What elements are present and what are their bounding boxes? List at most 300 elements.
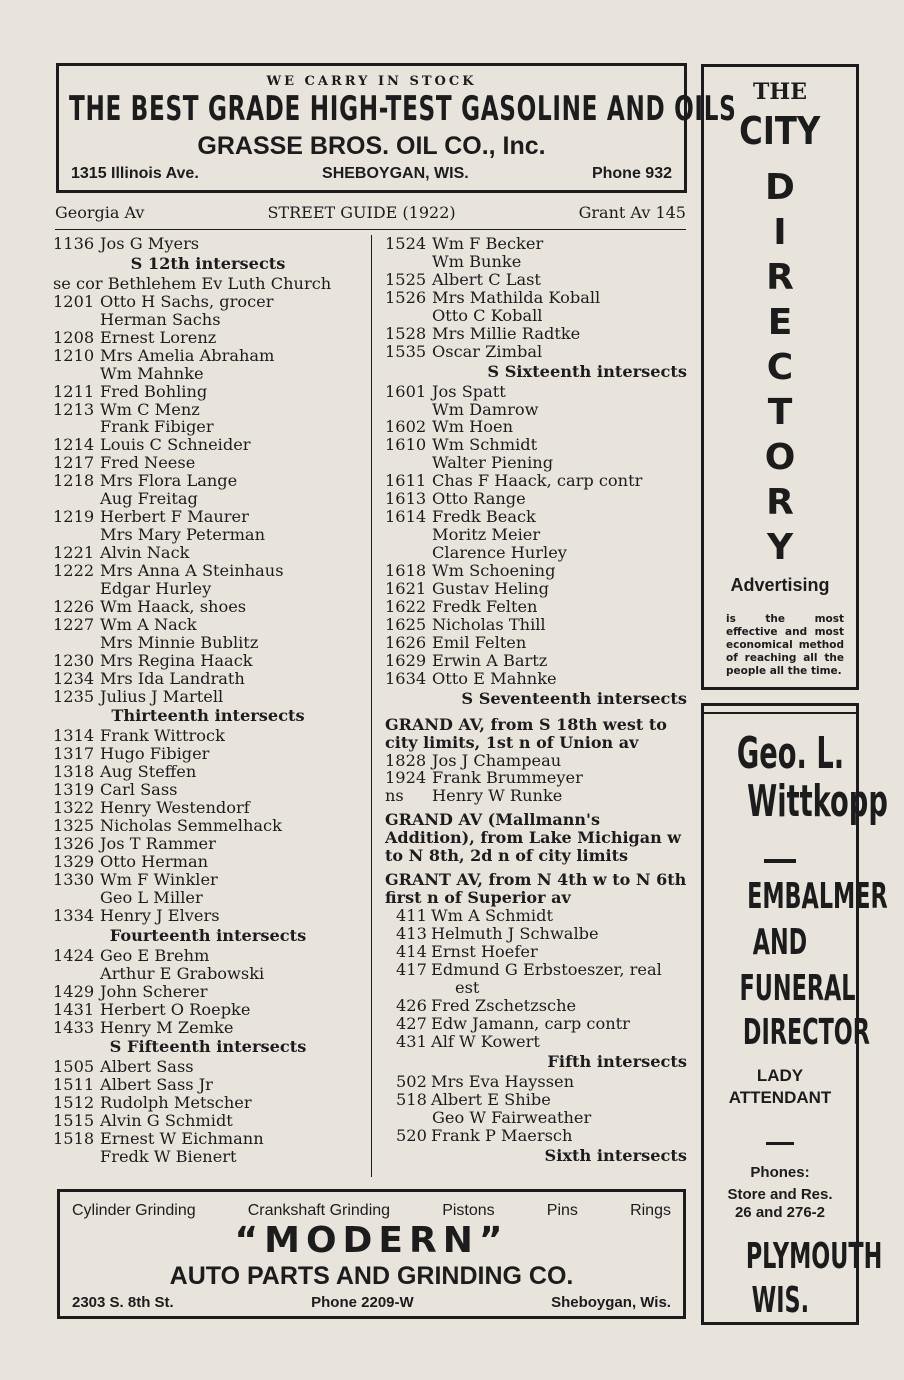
resident-name: Rudolph Metscher — [100, 1093, 252, 1113]
wis-text: WIS. — [751, 1280, 809, 1321]
house-number: 426 — [396, 996, 427, 1015]
house-number: 1524 — [385, 234, 427, 253]
resident-name: Mrs Ida Landrath — [100, 668, 245, 688]
house-number: 1431 — [53, 999, 95, 1019]
advertising-label: Advertising — [730, 575, 830, 595]
house-number: 1317 — [53, 744, 95, 764]
directory-letter: R — [766, 482, 794, 523]
directory-entry — [385, 925, 687, 943]
house-number: 1424 — [53, 945, 95, 965]
resident-name: Emil Felten — [432, 632, 527, 652]
director-text: DIRECTOR — [742, 1012, 870, 1053]
directory-entry — [53, 652, 363, 670]
contact-row — [72, 1294, 671, 1311]
resident-name: John Scherer — [100, 981, 208, 1001]
directory-entry — [385, 289, 687, 307]
house-number: 1525 — [385, 269, 427, 289]
house-number: 1210 — [53, 345, 95, 365]
directory-entry — [53, 508, 363, 526]
directory-entry — [385, 526, 687, 544]
resident-name: Geo L Miller — [100, 887, 203, 907]
house-number: 1535 — [385, 341, 427, 361]
resident-name: Mrs Anna A Steinhaus — [100, 560, 284, 580]
directory-entry — [385, 1127, 687, 1145]
resident-name: Mrs Amelia Abraham — [100, 345, 275, 365]
phones-label: Phones: — [750, 1164, 810, 1181]
directory-entry — [385, 343, 687, 361]
resident-name: Wm Schoening — [432, 560, 556, 580]
resident-name: Clarence Hurley — [432, 543, 567, 562]
directory-entry — [53, 544, 363, 562]
house-number: 1314 — [53, 726, 95, 746]
resident-name: Mrs Eva Hayssen — [431, 1071, 575, 1091]
resident-name: Alvin Nack — [100, 543, 190, 562]
directory-entry — [385, 472, 687, 490]
resident-name: Nicholas Thill — [432, 614, 546, 634]
resident-name: Wm Damrow — [432, 399, 539, 419]
resident-name: Frank Fibiger — [100, 417, 214, 437]
resident-name: Henry J Elvers — [100, 905, 220, 925]
directory-entry — [385, 1015, 687, 1033]
intersection-heading: Thirteenth intersects — [111, 706, 305, 726]
directory-entry — [53, 275, 363, 293]
directory-entry — [53, 365, 363, 383]
header-right: Grant Av 145 — [578, 203, 686, 222]
house-number: 1924 — [385, 768, 427, 788]
resident-name: Wm Mahnke — [100, 363, 204, 383]
house-number: 520 — [396, 1125, 427, 1145]
resident-name: Wm Schmidt — [432, 435, 538, 455]
resident-name: Ernest W Eichmann — [100, 1129, 264, 1149]
intersection-heading: Fifth intersects — [547, 1051, 687, 1071]
resident-name: Jos G Myers — [100, 234, 200, 253]
ad-inner-rule — [704, 712, 856, 714]
directory-letter: I — [773, 212, 787, 253]
service-item: Rings — [630, 1202, 671, 1219]
resident-name: Wm F Winkler — [100, 869, 218, 889]
house-number: 417 — [396, 960, 427, 980]
house-number: 1329 — [53, 852, 95, 871]
house-number: 1505 — [53, 1057, 95, 1077]
resident-name: Otto C Koball — [432, 305, 543, 325]
resident-name: Wm A Schmidt — [431, 906, 553, 926]
intersection-heading: Sixth intersects — [544, 1145, 687, 1165]
directory-entry — [385, 401, 687, 419]
intersection-heading: S Sixteenth intersects — [487, 361, 687, 381]
service-item: Cylinder Grinding — [72, 1202, 196, 1219]
house-number: 1518 — [53, 1129, 95, 1149]
left-column — [53, 235, 363, 1166]
intersection-heading: S Fifteenth intersects — [109, 1037, 307, 1057]
house-number: 1330 — [53, 869, 95, 889]
services-row — [72, 1202, 671, 1220]
house-number: 1613 — [385, 489, 427, 509]
resident-name: Albert E Shibe — [431, 1089, 551, 1109]
directory-entry — [385, 562, 687, 580]
phones-text: Store and Res. — [727, 1186, 833, 1203]
house-number: 414 — [396, 942, 427, 962]
resident-name: Otto H Sachs, grocer — [100, 291, 274, 311]
funeral-text: FUNERAL — [739, 968, 856, 1009]
directory-entry — [53, 835, 363, 853]
resident-name: Helmuth J Schwalbe — [431, 924, 599, 944]
resident-name: Henry Westendorf — [100, 798, 250, 818]
house-number: 1602 — [385, 417, 427, 437]
resident-name: Fredk W Bienert — [100, 1147, 237, 1167]
house-number: 1211 — [53, 381, 95, 401]
house-number: 1235 — [53, 686, 95, 706]
directory-entry — [53, 526, 363, 544]
house-number: 1828 — [385, 750, 427, 770]
ad-city: SHEBOYGAN, WIS. — [322, 165, 469, 182]
house-number: 1318 — [53, 762, 95, 782]
directory-entry — [385, 769, 687, 787]
directory-letter: O — [764, 437, 796, 478]
house-number: 1136 — [53, 234, 95, 253]
resident-name: Julius J Martell — [100, 686, 224, 706]
house-number: 518 — [396, 1089, 427, 1109]
header-title: STREET GUIDE (1922) — [267, 203, 456, 222]
house-number: 1611 — [385, 471, 427, 491]
directory-entry — [385, 235, 687, 253]
wittkopp-last-name: Wittkopp — [747, 776, 888, 827]
directory-entry — [385, 383, 687, 401]
house-number: 1230 — [53, 650, 95, 670]
city-ad-the: THE — [753, 79, 807, 105]
directory-entry — [53, 983, 363, 1001]
directory-entry — [53, 817, 363, 835]
directory-entry — [385, 325, 687, 343]
directory-entry — [53, 436, 363, 454]
house-number: 1512 — [53, 1093, 95, 1113]
directory-entry — [385, 943, 687, 961]
house-number: 1618 — [385, 560, 427, 580]
directory-entry — [385, 490, 687, 508]
directory-entry — [385, 616, 687, 634]
page-header — [55, 203, 686, 222]
house-number: 1526 — [385, 287, 427, 307]
directory-entry — [53, 907, 363, 925]
house-number: 1222 — [53, 560, 95, 580]
resident-name: Oscar Zimbal — [432, 341, 543, 361]
ad-tagline: WE CARRY IN STOCK — [266, 74, 477, 89]
directory-entry — [385, 997, 687, 1015]
resident-name: Jos T Rammer — [100, 834, 216, 854]
ad-contact-row — [71, 165, 672, 183]
divider-dash — [704, 848, 856, 867]
house-number: 1621 — [385, 578, 427, 598]
resident-name: Geo W Fairweather — [432, 1107, 592, 1127]
resident-name: Herbert F Maurer — [100, 507, 249, 527]
street-section-heading: GRAND AV (Mallmann's Addition), from Lake Michigan w to N 8th, 2d n of city limits — [385, 810, 682, 866]
house-number: 1629 — [385, 650, 427, 670]
house-number: 1219 — [53, 507, 95, 527]
directory-entry — [385, 1033, 687, 1051]
intersection-heading: Fourteenth intersects — [109, 925, 307, 945]
house-number: 1208 — [53, 327, 95, 347]
directory-entry — [53, 688, 363, 706]
directory-entry — [385, 787, 687, 805]
divider-dash — [704, 1130, 856, 1149]
company-address: 2303 S. 8th St. — [72, 1294, 174, 1311]
resident-name: Erwin A Bartz — [432, 650, 548, 670]
directory-entry — [385, 1073, 687, 1091]
directory-entry — [53, 293, 363, 311]
directory-entry — [385, 670, 687, 688]
directory-entry — [53, 1094, 363, 1112]
intersection-heading: S Seventeenth intersects — [461, 688, 687, 708]
directory-entry — [385, 961, 687, 979]
directory-entry — [53, 670, 363, 688]
directory-entry — [385, 508, 687, 526]
ad-phone: Phone 932 — [591, 165, 672, 182]
resident-name: Henry M Zemke — [100, 1017, 234, 1037]
service-item: Pins — [546, 1202, 578, 1219]
house-number: 502 — [396, 1071, 427, 1091]
resident-name: Fred Bohling — [100, 381, 208, 401]
resident-name: Nicholas Semmelhack — [100, 816, 282, 836]
house-number: 1625 — [385, 614, 427, 634]
directory-entry — [53, 383, 363, 401]
ad-headline: THE BEST GRADE HIGH-TEST GASOLINE AND OILS — [69, 89, 737, 129]
directory-entry — [53, 418, 363, 436]
resident-name: Fredk Felten — [432, 596, 538, 616]
resident-name: Mrs Millie Radtke — [432, 323, 581, 343]
directory-entry — [53, 853, 363, 871]
directory-letter: T — [767, 392, 793, 433]
directory-entry — [53, 965, 363, 983]
house-number: 1201 — [53, 291, 95, 311]
directory-entry — [53, 616, 363, 634]
resident-name: Otto E Mahnke — [432, 668, 557, 688]
house-number: 1214 — [53, 435, 95, 455]
directory-entry — [53, 1058, 363, 1076]
resident-name: Mrs Mary Peterman — [100, 525, 266, 545]
city-directory-advertisement — [701, 64, 859, 690]
resident-name: Jos J Champeau — [432, 750, 562, 770]
house-number: 1334 — [53, 905, 95, 925]
directory-entry — [53, 347, 363, 365]
directory-entry — [53, 1001, 363, 1019]
resident-name: Fredk Beack — [432, 507, 536, 527]
brand-name: “MODERN” — [234, 1220, 509, 1261]
directory-letter: C — [766, 347, 794, 388]
directory-entry — [53, 947, 363, 965]
street-section-heading: GRAND AV, from S 18th west to city limits, 1st n of Union av — [385, 714, 667, 752]
company-phone: Phone 2209-W — [311, 1294, 414, 1311]
house-number: 1511 — [53, 1075, 95, 1095]
house-number: 1528 — [385, 323, 427, 343]
resident-name: Albert Sass Jr — [100, 1075, 213, 1095]
resident-name: Herbert O Roepke — [100, 999, 251, 1019]
directory-entry — [53, 329, 363, 347]
directory-entry — [53, 1148, 363, 1166]
house-number: 1325 — [53, 816, 95, 836]
directory-entry — [385, 436, 687, 454]
directory-entry — [385, 307, 687, 325]
resident-name: Walter Piening — [432, 453, 554, 473]
house-number: 1221 — [53, 543, 95, 562]
house-number: 1322 — [53, 798, 95, 818]
intersection-heading: S 12th intersects — [130, 253, 286, 273]
directory-entry — [53, 598, 363, 616]
house-number: 1234 — [53, 668, 95, 688]
house-number: 1213 — [53, 399, 95, 419]
wittkopp-first-name: Geo. L. — [736, 728, 845, 779]
resident-name: Carl Sass — [100, 780, 178, 800]
directory-entry — [53, 889, 363, 907]
house-number: 1601 — [385, 381, 427, 401]
plymouth-text: PLYMOUTH — [745, 1236, 883, 1277]
attendant-text: ATTENDANT — [728, 1088, 832, 1107]
advertising-slogan: is the most effective and most economical method of reaching all the people all the time. — [726, 613, 844, 677]
column-divider — [371, 235, 372, 1177]
directory-entry — [53, 1076, 363, 1094]
right-column — [385, 235, 687, 1167]
directory-entry — [53, 1130, 363, 1148]
resident-name: Aug Steffen — [100, 762, 197, 782]
directory-entry — [385, 652, 687, 670]
house-number: 1515 — [53, 1111, 95, 1131]
resident-name: Albert C Last — [432, 269, 541, 289]
house-number: ns — [385, 786, 404, 806]
directory-entry — [53, 235, 363, 253]
directory-letter: R — [766, 257, 794, 298]
directory-entry — [385, 418, 687, 436]
directory-entry — [53, 401, 363, 419]
resident-name: Wm A Nack — [100, 614, 197, 634]
resident-name: Frank Brummeyer — [432, 768, 583, 788]
directory-entry — [53, 562, 363, 580]
directory-entry — [385, 598, 687, 616]
resident-name: Herman Sachs — [100, 309, 221, 329]
directory-entry — [53, 311, 363, 329]
resident-name: Henry W Runke — [432, 786, 563, 806]
resident-name: Alf W Kowert — [431, 1031, 540, 1051]
ad-address: 1315 Illinois Ave. — [71, 165, 199, 182]
directory-entry — [53, 1019, 363, 1037]
directory-entry — [385, 907, 687, 925]
resident-name: Ernst Hoefer — [431, 942, 538, 962]
resident-name: Aug Freitag — [100, 489, 198, 509]
street-section-heading: GRANT AV, from N 4th w to N 6th first n of Superior av — [385, 870, 687, 908]
resident-name: Mrs Flora Lange — [100, 471, 238, 491]
company-city: Sheboygan, Wis. — [551, 1294, 671, 1311]
auto-parts-advertisement — [57, 1189, 686, 1319]
company-name: AUTO PARTS AND GRINDING CO. — [169, 1262, 574, 1290]
house-number: 413 — [396, 924, 427, 944]
service-item: Crankshaft Grinding — [247, 1202, 391, 1219]
house-number: 1634 — [385, 668, 427, 688]
city-ad-city: CITY — [739, 109, 821, 153]
header-rule — [55, 229, 686, 230]
funeral-director-advertisement — [701, 703, 888, 1325]
resident-name: Louis C Schneider — [100, 435, 251, 455]
directory-entry — [53, 454, 363, 472]
resident-name: Frank P Maersch — [431, 1125, 573, 1145]
gasoline-oil-advertisement — [56, 63, 737, 193]
resident-name: Frank Wittrock — [100, 726, 225, 746]
resident-name: Geo E Brehm — [100, 945, 210, 965]
resident-name: est — [455, 978, 480, 998]
resident-name: Wm Haack, shoes — [100, 596, 247, 616]
house-number: 1226 — [53, 596, 95, 616]
house-number: 1429 — [53, 981, 95, 1001]
directory-entry — [385, 634, 687, 652]
house-number: 1218 — [53, 471, 95, 491]
directory-letter: E — [767, 302, 793, 343]
header-left: Georgia Av — [55, 203, 145, 222]
directory-entry — [53, 781, 363, 799]
resident-name: Moritz Meier — [432, 525, 541, 545]
directory-entry — [53, 580, 363, 598]
directory-entry — [385, 979, 687, 997]
resident-name: Otto Range — [432, 489, 526, 509]
resident-name: Wm F Becker — [432, 234, 544, 253]
directory-entry — [53, 634, 363, 652]
resident-name: Fred Zschetzsche — [431, 996, 577, 1015]
house-number: 1326 — [53, 834, 95, 854]
house-number: 1217 — [53, 453, 95, 473]
directory-entry — [385, 1109, 687, 1127]
resident-name: Albert Sass — [100, 1057, 194, 1077]
directory-entry — [53, 799, 363, 817]
directory-letters — [704, 165, 856, 570]
lady-text: LADY — [756, 1066, 804, 1085]
resident-name: Arthur E Grabowski — [100, 963, 265, 983]
directory-entry — [385, 752, 687, 770]
resident-name: Alvin G Schmidt — [100, 1111, 233, 1131]
directory-entry — [53, 727, 363, 745]
directory-entry — [53, 763, 363, 781]
resident-name: Edgar Hurley — [100, 578, 212, 598]
house-number: 1614 — [385, 507, 427, 527]
directory-entry — [53, 472, 363, 490]
resident-name: Wm C Menz — [100, 399, 200, 419]
resident-name: se cor Bethlehem Ev Luth Church — [53, 273, 332, 293]
resident-name: Mrs Regina Haack — [100, 650, 253, 670]
house-number: 1622 — [385, 596, 427, 616]
resident-name: Wm Hoen — [432, 417, 514, 437]
house-number: 1319 — [53, 780, 95, 800]
ad-company-name: GRASSE BROS. OIL CO., Inc. — [197, 132, 546, 160]
resident-name: Edw Jamann, carp contr — [431, 1013, 630, 1033]
house-number: 427 — [396, 1013, 427, 1033]
house-number: 1626 — [385, 632, 427, 652]
and-text: AND — [752, 922, 808, 963]
directory-entry — [385, 271, 687, 289]
directory-entry — [53, 871, 363, 889]
directory-entry — [385, 1091, 687, 1109]
resident-name: Hugo Fibiger — [100, 744, 210, 764]
directory-entry — [53, 1112, 363, 1130]
directory-entry — [385, 454, 687, 472]
directory-entry — [53, 490, 363, 508]
directory-entry — [385, 544, 687, 562]
house-number: 1433 — [53, 1017, 95, 1037]
resident-name: Gustav Heling — [432, 578, 549, 598]
directory-entry — [385, 580, 687, 598]
directory-letter: D — [765, 167, 795, 208]
embalmer-text: EMBALMER — [747, 876, 888, 917]
house-number: 1610 — [385, 435, 427, 455]
resident-name: Chas F Haack, carp contr — [432, 471, 643, 491]
directory-entry — [385, 253, 687, 271]
resident-name: Wm Bunke — [432, 251, 522, 271]
phones-numbers: 26 and 276-2 — [734, 1204, 826, 1221]
house-number: 1227 — [53, 614, 95, 634]
resident-name: Mrs Mathilda Koball — [432, 287, 601, 307]
